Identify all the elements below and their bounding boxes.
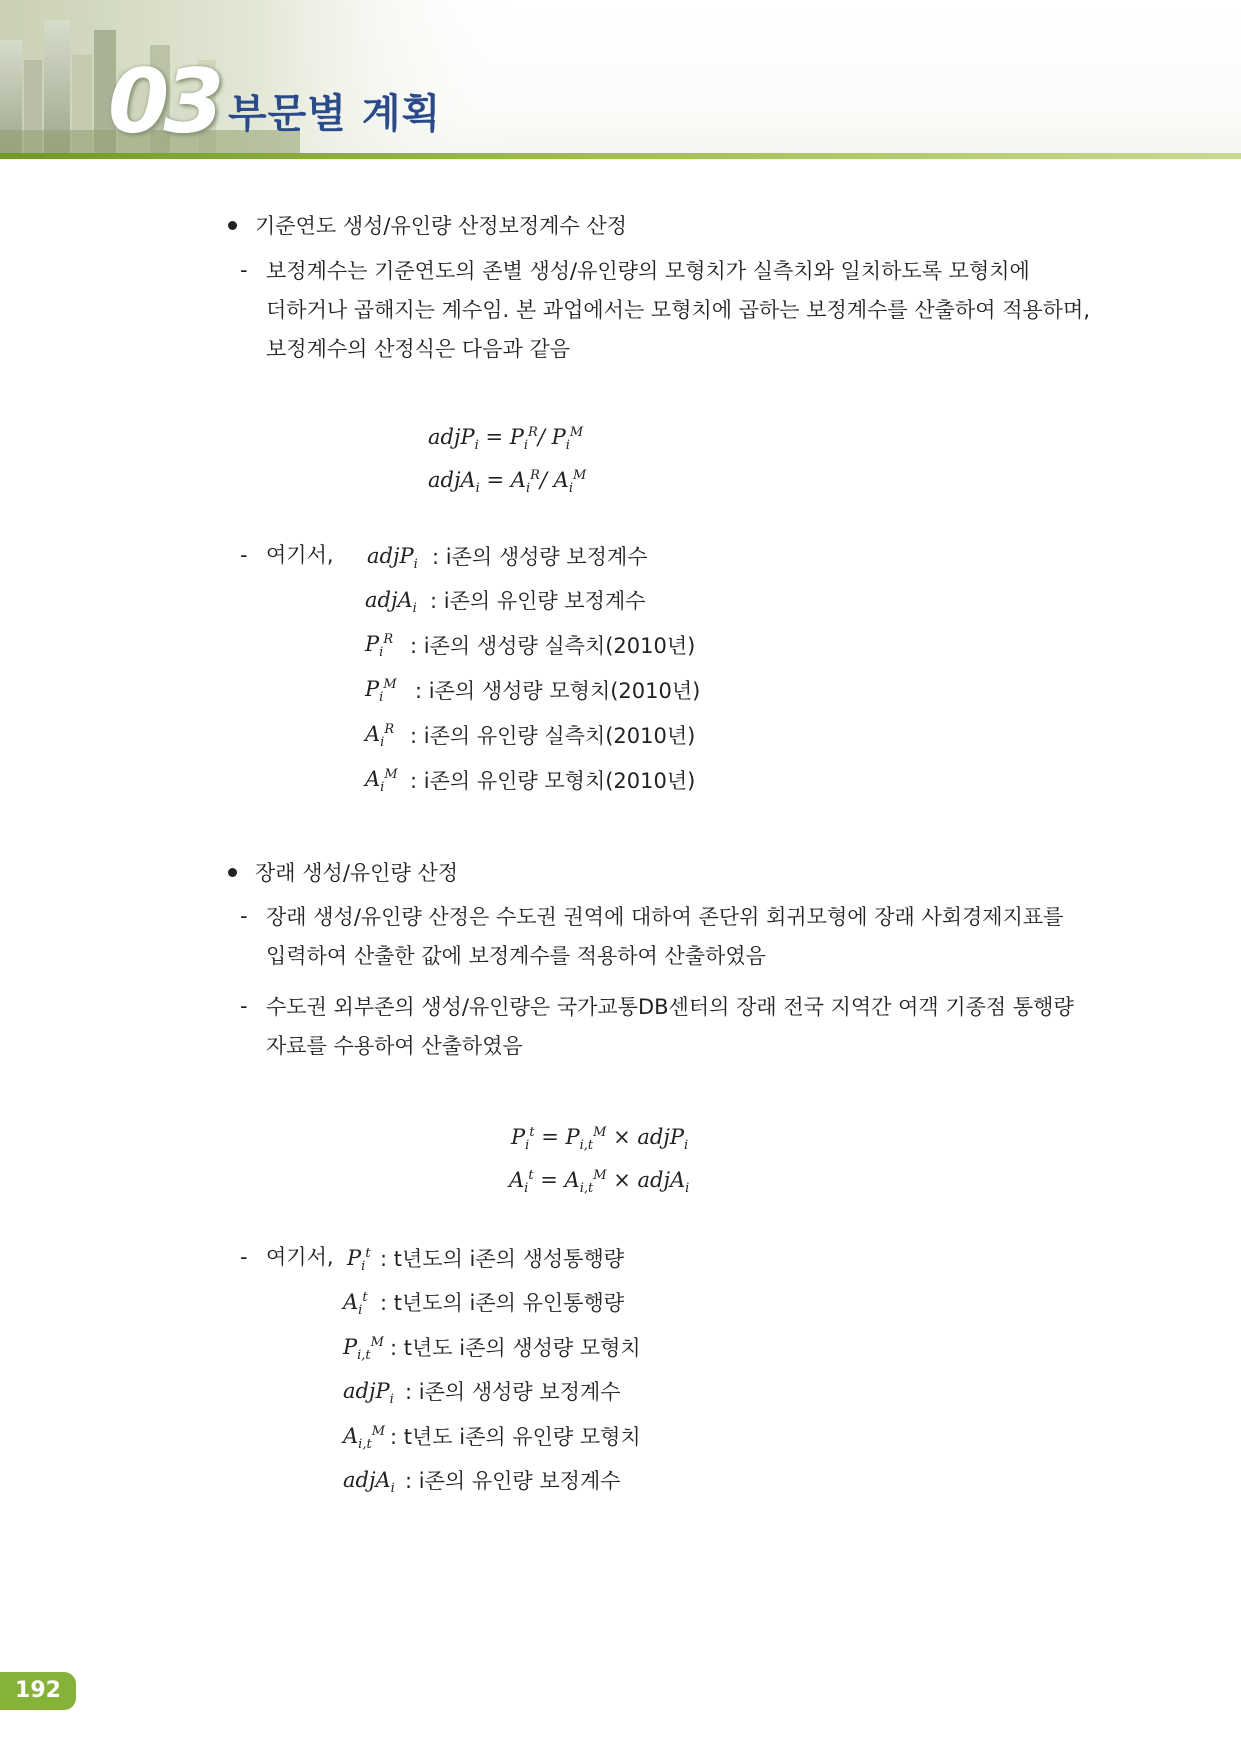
definition-line: : t년도의 i존의 유인통행량	[380, 1291, 625, 1315]
symbol-PM: $P_i^M$	[365, 677, 397, 706]
section1-heading: 기준연도 생성/유인량 산정보정계수 산정	[255, 214, 627, 238]
section1-paragraph	[266, 252, 1100, 369]
bullet-icon	[228, 868, 237, 877]
definition-line: : i존의 생성량 모형치(2010년)	[415, 679, 701, 703]
definition-line: : i존의 유인량 보정계수	[430, 589, 646, 613]
symbol-AM: $A_i^M$	[365, 767, 398, 796]
where-label: 여기서,	[266, 543, 334, 567]
symbol-AR: $A_i^R$	[365, 722, 395, 751]
symbol-AMt: $A_{i,t}^M$	[343, 1424, 385, 1453]
definition-line: : i존의 생성량 보정계수	[432, 545, 648, 569]
symbol-PMt: $P_{i,t}^M$	[343, 1335, 384, 1364]
dash-marker: -	[240, 904, 248, 928]
page-number: 192	[0, 1672, 76, 1710]
symbol-adjP: adjP$_i$	[367, 544, 418, 573]
symbol-Pt: $P_i^t$	[347, 1246, 371, 1275]
definition-line: : t년도의 i존의 생성통행량	[380, 1247, 625, 1271]
formula-At: $A_i^t = A_{i,t}^M$ × adjA$_i$	[509, 1168, 690, 1197]
symbol-adjA: adjA$_i$	[343, 1468, 395, 1497]
dash-marker: -	[240, 1245, 248, 1269]
definition-line: : t년도 i존의 유인량 모형치	[390, 1425, 641, 1449]
section2-item1	[266, 898, 1100, 976]
paragraph-line: 보정계수는 기준연도의 존별 생성/유인량의 모형치가 실측치와 일치하도록 모형치에	[266, 259, 1030, 283]
paragraph-line: 수도권 외부존의 생성/유인량은 국가교통DB센터의 장래 전국 지역간 여객 기종점 통행량	[266, 995, 1074, 1019]
paragraph-line: 보정계수의 산정식은 다음과 같음	[266, 337, 571, 361]
definition-line: : i존의 유인량 보정계수	[405, 1469, 621, 1493]
chapter-number: 03	[108, 50, 219, 153]
symbol-adjA: adjA$_i$	[365, 588, 417, 617]
definition-line: : t년도 i존의 생성량 모형치	[390, 1336, 641, 1360]
bullet-icon	[228, 221, 237, 230]
page-header	[0, 0, 1241, 160]
formula-adjA: adjA$_i$ = $A_i^R/$ $A_i^M$	[428, 468, 587, 497]
symbol-PR: $P_i^R$	[365, 632, 394, 661]
symbol-adjP: adjP$_i$	[343, 1379, 394, 1408]
dash-marker: -	[240, 258, 248, 282]
paragraph-line: 자료를 수용하여 산출하였음	[266, 1034, 523, 1058]
definition-line: : i존의 유인량 모형치(2010년)	[410, 769, 696, 793]
header-divider	[0, 153, 1241, 159]
symbol-At: $A_i^t$	[343, 1290, 368, 1319]
where-label: 여기서,	[266, 1245, 334, 1269]
section2-item2	[266, 988, 1100, 1066]
paragraph-line: 더하거나 곱해지는 계수임. 본 과업에서는 모형치에 곱하는 보정계수를 산출하여 적용하며,	[266, 298, 1091, 322]
formula-adjP: adjP$_i$ = $P_i^R/$ $P_i^M$	[428, 425, 584, 454]
dash-marker: -	[240, 543, 248, 567]
definition-line: : i존의 유인량 실측치(2010년)	[410, 724, 696, 748]
formula-Pt: $P_i^t = P_{i,t}^M$ × adjP$_i$	[511, 1125, 689, 1154]
chapter-title: 부문별 계획	[228, 91, 442, 137]
dash-marker: -	[240, 994, 248, 1018]
paragraph-line: 장래 생성/유인량 산정은 수도권 권역에 대하여 존단위 회귀모형에 장래 사회경제지표를	[266, 905, 1064, 929]
paragraph-line: 입력하여 산출한 값에 보정계수를 적용하여 산출하였음	[266, 944, 766, 968]
section2-heading: 장래 생성/유인량 산정	[255, 861, 458, 885]
definition-line: : i존의 생성량 실측치(2010년)	[410, 634, 696, 658]
definition-line: : i존의 생성량 보정계수	[405, 1380, 621, 1404]
